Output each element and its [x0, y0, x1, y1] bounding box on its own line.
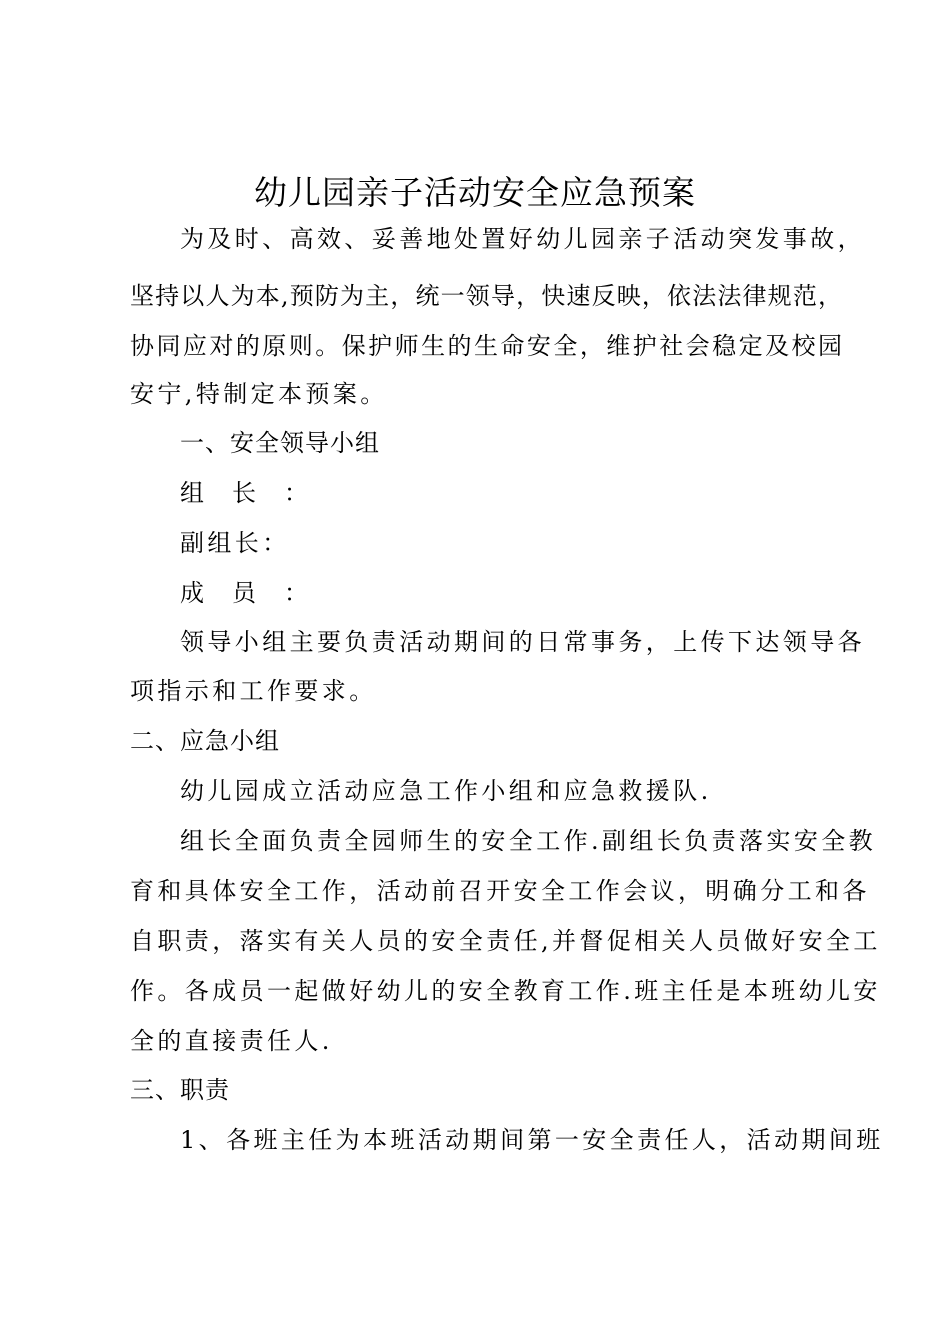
paragraph-line: 领导小组主要负责活动期间的日常事务，上传下达领导各: [180, 628, 865, 656]
paragraph-line: 幼儿园成立活动应急工作小组和应急救援队.: [180, 777, 712, 805]
intro-line: 坚持以人为本,预防为主，统一领导，快速反映，依法法律规范，: [130, 282, 842, 310]
section-heading: 二、应急小组: [130, 727, 280, 755]
leader-label-text: 组长：: [180, 479, 336, 507]
document-title: 幼儿园亲子活动安全应急预案: [254, 173, 696, 212]
intro-line: 为及时、高效、妥善地处置好幼儿园亲子活动突发事故，: [180, 225, 865, 253]
deputy-label: 副组长：: [180, 529, 290, 557]
paragraph-line: 全的直接责任人.: [130, 1027, 333, 1055]
paragraph-line: 项指示和工作要求。: [130, 677, 377, 705]
paragraph-line: 育和具体安全工作，活动前召开安全工作会议，明确分工和各: [130, 877, 870, 905]
intro-line: 协同应对的原则。保护师生的生命安全，维护社会稳定及校园: [130, 332, 842, 360]
paragraph-line: 自职责，落实有关人员的安全责任,并督促相关人员做好安全工: [130, 927, 881, 955]
paragraph-line: 作。各成员一起做好幼儿的安全教育工作.班主任是本班幼儿安: [130, 977, 881, 1005]
paragraph-line: 1、各班主任为本班活动期间第一安全责任人，活动期间班: [180, 1126, 884, 1154]
leader-label: [180, 473, 336, 513]
paragraph-line: 组长全面负责全园师生的安全工作.副组长负责落实安全教: [180, 827, 877, 855]
section-heading: 一、安全领导小组: [180, 429, 380, 457]
member-label: [180, 573, 336, 613]
section-heading: 三、职责: [130, 1076, 230, 1104]
member-label-text: 成员：: [180, 579, 336, 607]
intro-line: 安宁,特制定本预案。: [130, 380, 388, 408]
